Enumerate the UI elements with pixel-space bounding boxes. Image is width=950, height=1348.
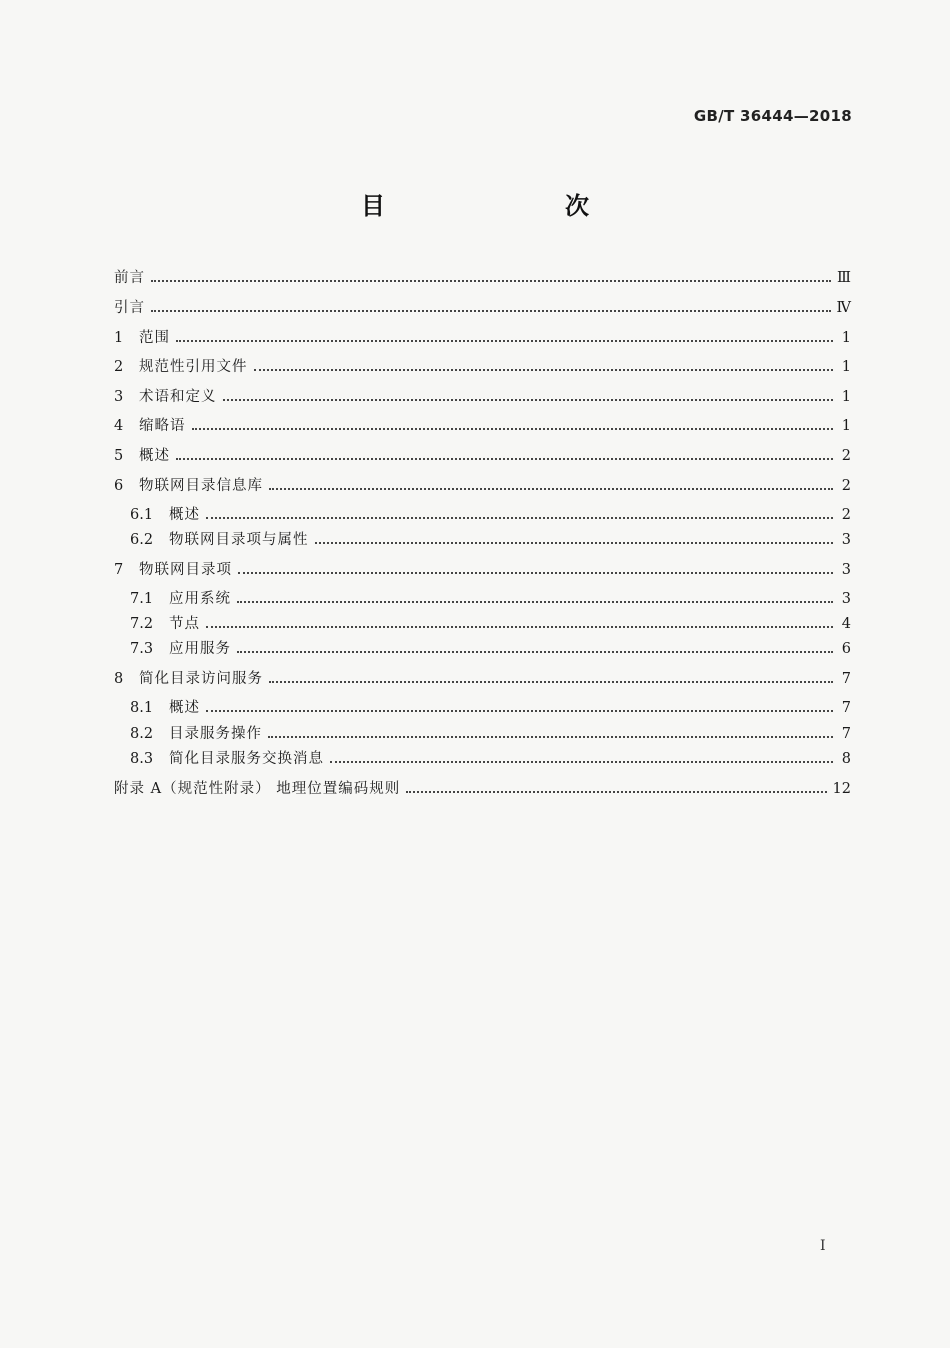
toc-entry-number: 7.3 [130, 641, 154, 657]
toc-entry-label: 规范性引用文件 [139, 359, 248, 375]
toc-entry[interactable] [114, 669, 851, 689]
toc-entry-label: 物联网目录信息库 [139, 478, 263, 494]
toc-entry-page: Ⅳ [836, 300, 851, 316]
toc-entry-number: 8 [114, 671, 124, 687]
dot-leader [238, 572, 833, 574]
dot-leader [254, 369, 834, 371]
toc-entry[interactable] [114, 560, 851, 580]
dot-leader [206, 517, 833, 519]
dot-leader [223, 399, 834, 401]
toc-entry-label: 引言 [114, 300, 145, 316]
toc-entry-label: 应用系统 [169, 591, 231, 607]
toc-entry-number: 4 [114, 418, 124, 434]
toc-entry[interactable] [130, 724, 851, 744]
toc-entry-label: 范围 [139, 330, 170, 346]
toc-entry-page: 2 [841, 448, 851, 464]
toc-entry-label: 目录服务操作 [169, 726, 262, 742]
dot-leader [237, 651, 833, 653]
toc-entry[interactable] [114, 446, 851, 466]
toc-entry[interactable] [114, 476, 851, 496]
toc-entry-page: 7 [841, 700, 851, 716]
toc-entry[interactable] [130, 614, 851, 634]
toc-entry[interactable] [114, 357, 851, 377]
toc-entry-page: 1 [841, 418, 851, 434]
toc-entry-label: 物联网目录项与属性 [169, 532, 309, 548]
dot-leader [151, 280, 831, 282]
toc-entry[interactable] [114, 328, 851, 348]
toc-entry-label: 物联网目录项 [139, 562, 232, 578]
toc-entry-page: 1 [841, 359, 851, 375]
dot-leader [176, 340, 833, 342]
toc-entry[interactable] [114, 416, 851, 436]
toc-entry[interactable] [114, 387, 851, 407]
dot-leader [192, 428, 834, 430]
toc-entry[interactable] [130, 530, 851, 550]
toc-entry-number: 6.1 [130, 507, 154, 523]
toc-entry-label: 节点 [169, 616, 200, 632]
toc-entry-page: 4 [841, 616, 851, 632]
dot-leader [269, 488, 833, 490]
page-title: 目 次 [361, 192, 633, 220]
toc-entry-page: 3 [841, 591, 851, 607]
dot-leader [330, 761, 833, 763]
toc-entry-number: 6 [114, 478, 124, 494]
dot-leader [406, 791, 826, 793]
toc-entry-label: 前言 [114, 270, 145, 286]
toc-entry-label: 应用服务 [169, 641, 231, 657]
toc-entry[interactable] [130, 589, 851, 609]
toc-entry-page: 7 [841, 726, 851, 742]
toc-entry-number: 5 [114, 448, 124, 464]
toc-entry-page: 1 [841, 330, 851, 346]
toc-entry[interactable] [114, 779, 851, 799]
dot-leader [206, 626, 833, 628]
toc-entry-number: 7.2 [130, 616, 154, 632]
toc-entry[interactable] [130, 505, 851, 525]
toc-entry-label: 概述 [169, 507, 200, 523]
toc-entry[interactable] [130, 749, 851, 769]
toc-entry-number: 8.1 [130, 700, 154, 716]
toc-entry-number: 8.2 [130, 726, 154, 742]
toc-entry-label: 简化目录访问服务 [139, 671, 263, 687]
dot-leader [206, 710, 833, 712]
toc-entry-number: 7 [114, 562, 124, 578]
toc-entry-label: 附录 A（规范性附录） 地理位置编码规则 [114, 781, 401, 797]
dot-leader [315, 542, 834, 544]
toc-entry-label: 概述 [139, 448, 170, 464]
toc-entry-page: 6 [841, 641, 851, 657]
toc-entry-number: 1 [114, 330, 124, 346]
toc-entry-label: 缩略语 [139, 418, 186, 434]
toc-entry-page: 1 [841, 389, 851, 405]
page-number: Ⅰ [820, 1238, 826, 1254]
toc-entry-page: 7 [841, 671, 851, 687]
toc-entry[interactable] [114, 268, 851, 288]
dot-leader [268, 736, 833, 738]
dot-leader [151, 310, 831, 312]
toc-entry[interactable] [114, 298, 851, 318]
toc-entry-page: 2 [841, 507, 851, 523]
dot-leader [269, 681, 833, 683]
toc-entry-page: 8 [841, 751, 851, 767]
toc-entry-page: 12 [832, 781, 851, 797]
toc-entry-number: 2 [114, 359, 124, 375]
toc-entry[interactable] [130, 639, 851, 659]
toc-entry-page: 3 [841, 532, 851, 548]
standard-code: GB/T 36444—2018 [693, 107, 852, 125]
toc-entry-page: Ⅲ [837, 270, 851, 286]
dot-leader [176, 458, 833, 460]
toc-entry-number: 6.2 [130, 532, 154, 548]
toc-entry-page: 2 [841, 478, 851, 494]
toc-entry-label: 概述 [169, 700, 200, 716]
dot-leader [237, 601, 833, 603]
toc-entry-number: 3 [114, 389, 124, 405]
toc-entry-number: 8.3 [130, 751, 154, 767]
toc-entry-number: 7.1 [130, 591, 154, 607]
toc-entry-label: 简化目录服务交换消息 [169, 751, 324, 767]
toc-entry-page: 3 [841, 562, 851, 578]
toc-entry-label: 术语和定义 [139, 389, 217, 405]
toc-entry[interactable] [130, 698, 851, 718]
